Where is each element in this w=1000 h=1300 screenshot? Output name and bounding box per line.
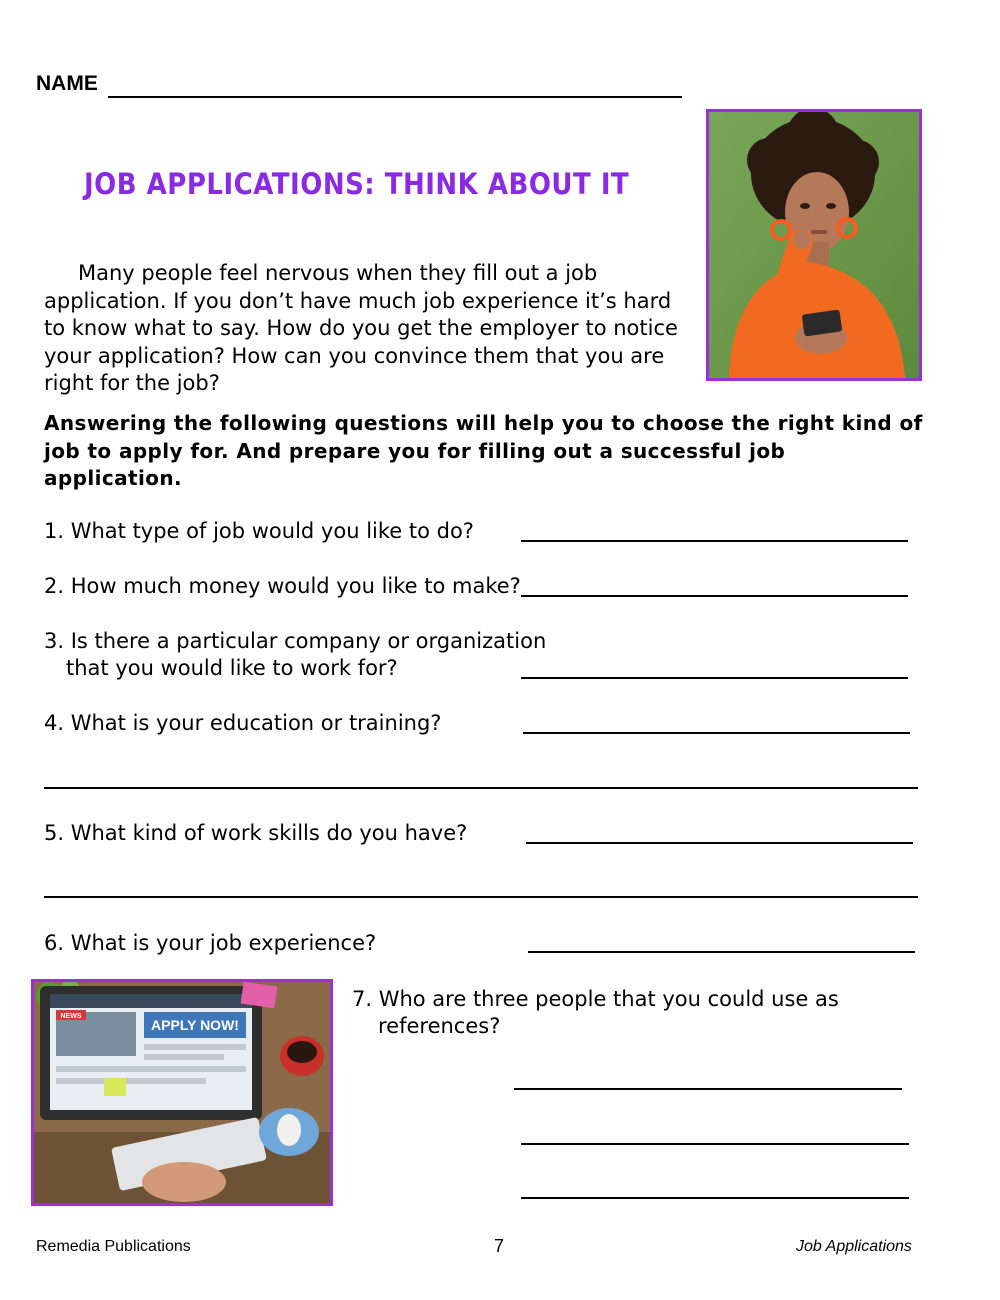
reference-line-3[interactable] xyxy=(521,1197,909,1199)
page-title: JOB APPLICATIONS: THINK ABOUT IT xyxy=(84,168,630,202)
question-2: 2. How much money would you like to make? xyxy=(44,574,521,598)
intro-line: your application? How can you convince them that you are xyxy=(44,343,665,368)
question-3 xyxy=(44,628,546,682)
woman-thinking-photo xyxy=(706,109,922,381)
answer-line-3[interactable] xyxy=(521,677,908,679)
reference-line-1[interactable] xyxy=(514,1088,902,1090)
answer-line-5b[interactable] xyxy=(44,896,918,898)
instructions-line: job to apply for. And prepare you for filling out a successful job application. xyxy=(44,438,786,490)
answer-line-1[interactable] xyxy=(521,540,908,542)
question-6: 6. What is your job experience? xyxy=(44,931,377,955)
footer-book-title: Job Applications xyxy=(796,1238,912,1255)
question-4: 4. What is your education or training? xyxy=(44,711,442,735)
question-3-line: that you would like to work for? xyxy=(66,656,398,680)
question-7-line: 7. Who are three people that you could use as xyxy=(352,987,839,1011)
computer-desk-photo xyxy=(31,979,333,1206)
footer-page-number: 7 xyxy=(494,1236,505,1256)
answer-line-2[interactable] xyxy=(521,595,908,597)
question-5: 5. What kind of work skills do you have? xyxy=(44,821,468,845)
instructions-text xyxy=(44,410,924,493)
answer-line-6[interactable] xyxy=(528,951,915,953)
intro-paragraph xyxy=(44,260,694,398)
name-input-line[interactable] xyxy=(108,96,682,98)
intro-line: right for the job? xyxy=(44,371,220,395)
news-tag-text: NEWS xyxy=(60,1013,82,1020)
instructions-line: Answering the following questions will help you to choose the right kind of xyxy=(44,411,923,435)
question-1: 1. What type of job would you like to do? xyxy=(44,519,474,543)
intro-line: Many people feel nervous when they fill out a job xyxy=(78,261,598,285)
intro-line: application. If you don’t have much job experience it’s hard xyxy=(44,288,672,313)
apply-now-text: APPLY NOW! xyxy=(151,1017,239,1033)
footer-publisher: Remedia Publications xyxy=(36,1238,191,1255)
answer-line-4[interactable] xyxy=(523,732,910,734)
answer-line-5[interactable] xyxy=(526,842,913,844)
name-label: NAME xyxy=(36,72,98,95)
question-7 xyxy=(352,986,839,1040)
question-3-line: 3. Is there a particular company or organization xyxy=(44,629,547,653)
answer-line-4b[interactable] xyxy=(44,787,918,789)
question-7-line: references? xyxy=(378,1014,501,1038)
reference-line-2[interactable] xyxy=(521,1143,909,1145)
intro-line: to know what to say. How do you get the employer to notice xyxy=(44,316,678,340)
